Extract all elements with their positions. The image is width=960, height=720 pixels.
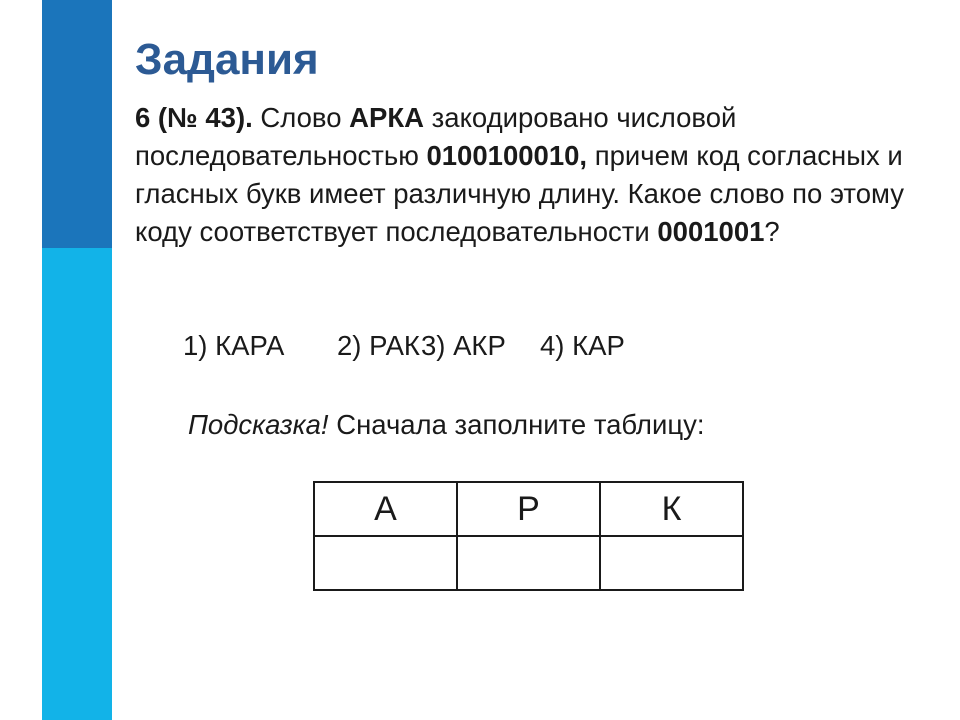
slide-title: Задания	[135, 35, 319, 84]
letter-code-table	[313, 481, 744, 591]
accent-bar-bottom	[42, 248, 112, 720]
answer-option-2: 2) РАК	[337, 330, 420, 361]
task-number: 6 (№ 43).	[135, 102, 253, 133]
task-text-part-3: причем код согласных и гласных букв имеет различную длину. Какое слово по этому коду соответствует последовательности	[135, 140, 904, 247]
table-cell	[314, 536, 457, 590]
table-cell	[457, 536, 600, 590]
answer-option-1: 1) КАРА	[183, 330, 285, 361]
answer-option-4: 4) КАР	[540, 330, 625, 361]
task-text-part-1: Слово	[252, 102, 350, 133]
task-text-part-2: закодировано числовой последовательностью	[135, 102, 737, 171]
query-sequence: 0001001	[657, 216, 765, 247]
task-text	[135, 99, 935, 251]
table-header-cell: К	[600, 482, 743, 536]
encoded-word: АРКА	[349, 102, 425, 133]
table-header-cell: Р	[457, 482, 600, 536]
hint	[188, 406, 705, 444]
task-text-part-4: ?	[764, 216, 780, 247]
answer-option-3: 3) АКР	[421, 330, 506, 361]
encoded-sequence: 0100100010,	[426, 140, 588, 171]
accent-bar-top	[42, 0, 112, 248]
hint-text: Сначала заполните таблицу:	[328, 409, 705, 440]
hint-label: Подсказка!	[188, 409, 329, 440]
table-row	[314, 536, 743, 590]
table-header-cell: А	[314, 482, 457, 536]
table-cell	[600, 536, 743, 590]
table-header-row	[314, 482, 743, 536]
